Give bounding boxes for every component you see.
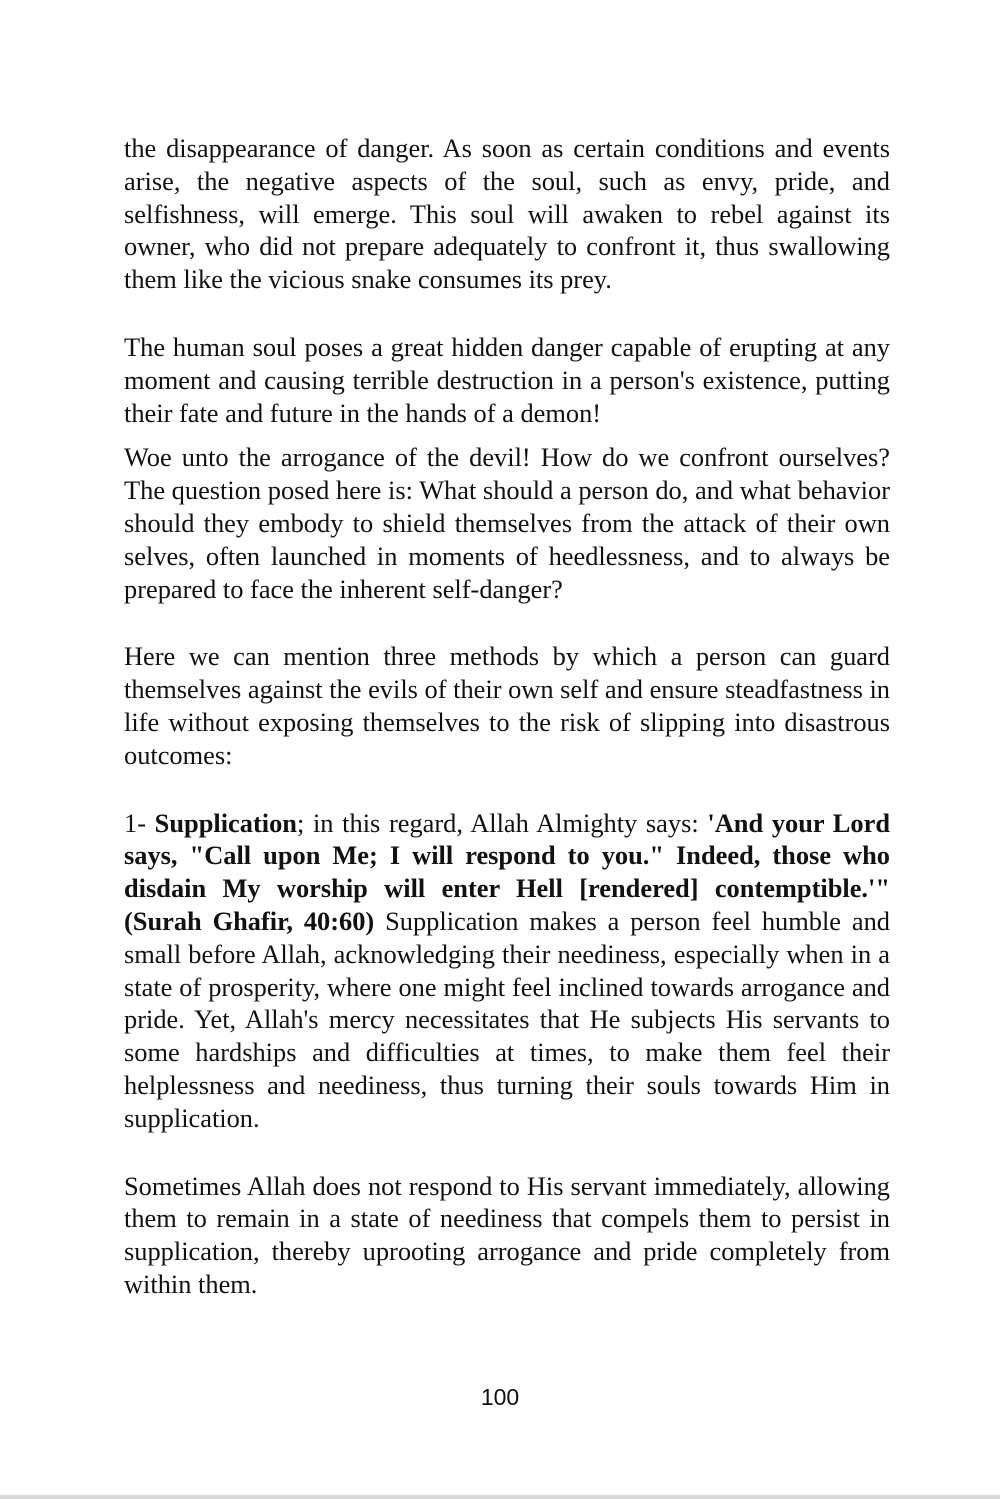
page-number: 100 <box>480 1384 520 1410</box>
paragraph-three-methods: Here we can mention three methods by which a person can guard themselves against the evils of their own self and ensure steadfastness in life without exposing themselves to the risk of slipping into disastrous outcomes: <box>124 641 890 770</box>
quran-quote: 'And your Lord says, "Call upon Me; I will respond to you." Indeed, those who disdain My worship will enter Hell [rendered] contemptible.'" (Surah Ghafir, 40:60) <box>124 807 890 936</box>
page-body <box>124 132 890 1301</box>
paragraph-supplication <box>124 807 890 1135</box>
paragraph-confront-ourselves: Woe unto the arrogance of the devil! How do we confront ourselves? The question posed here is: What should a person do, and what behavior should they embody to shield themselves from the attack of their own selves, often launched in moments of heedlessness, and to always be prepared to face the inherent self-danger? <box>124 442 890 604</box>
supplication-intro: ; in this regard, Allah Almighty says: <box>296 807 708 838</box>
paragraph-hidden-danger: The human soul poses a great hidden danger capable of erupting at any moment and causing terrible destruction in a person's existence, putting their fate and future in the hands of a demon! <box>124 331 890 428</box>
paragraph-delayed-response: Sometimes Allah does not respond to His servant immediately, allowing them to remain in a state of neediness that compels them to persist in supplication, thereby uprooting arrogance and pride completely from within them. <box>124 1170 890 1299</box>
page-bottom-edge <box>0 1495 1000 1499</box>
list-number: 1- <box>124 807 155 838</box>
paragraph-danger-emergence: the disappearance of danger. As soon as certain conditions and events arise, the negative aspects of the soul, such as envy, pride, and selfishness, will emerge. This soul will awaken to rebel against its owner, who did not prepare adequately to confront it, thus swallowing them like the vicious snake consumes its prey. <box>124 133 890 295</box>
supplication-explanation: Supplication makes a person feel humble and small before Allah, acknowledging their neediness, especially when in a state of prosperity, where one might feel inclined towards arrogance and pride. Yet, Allah's mercy necessitates that He subjects His servants to some hardships and difficulties at times, to make them feel their helplessness and neediness, thus turning their souls towards Him in supplication. <box>124 905 890 1133</box>
method-term: Supplication <box>154 807 297 838</box>
